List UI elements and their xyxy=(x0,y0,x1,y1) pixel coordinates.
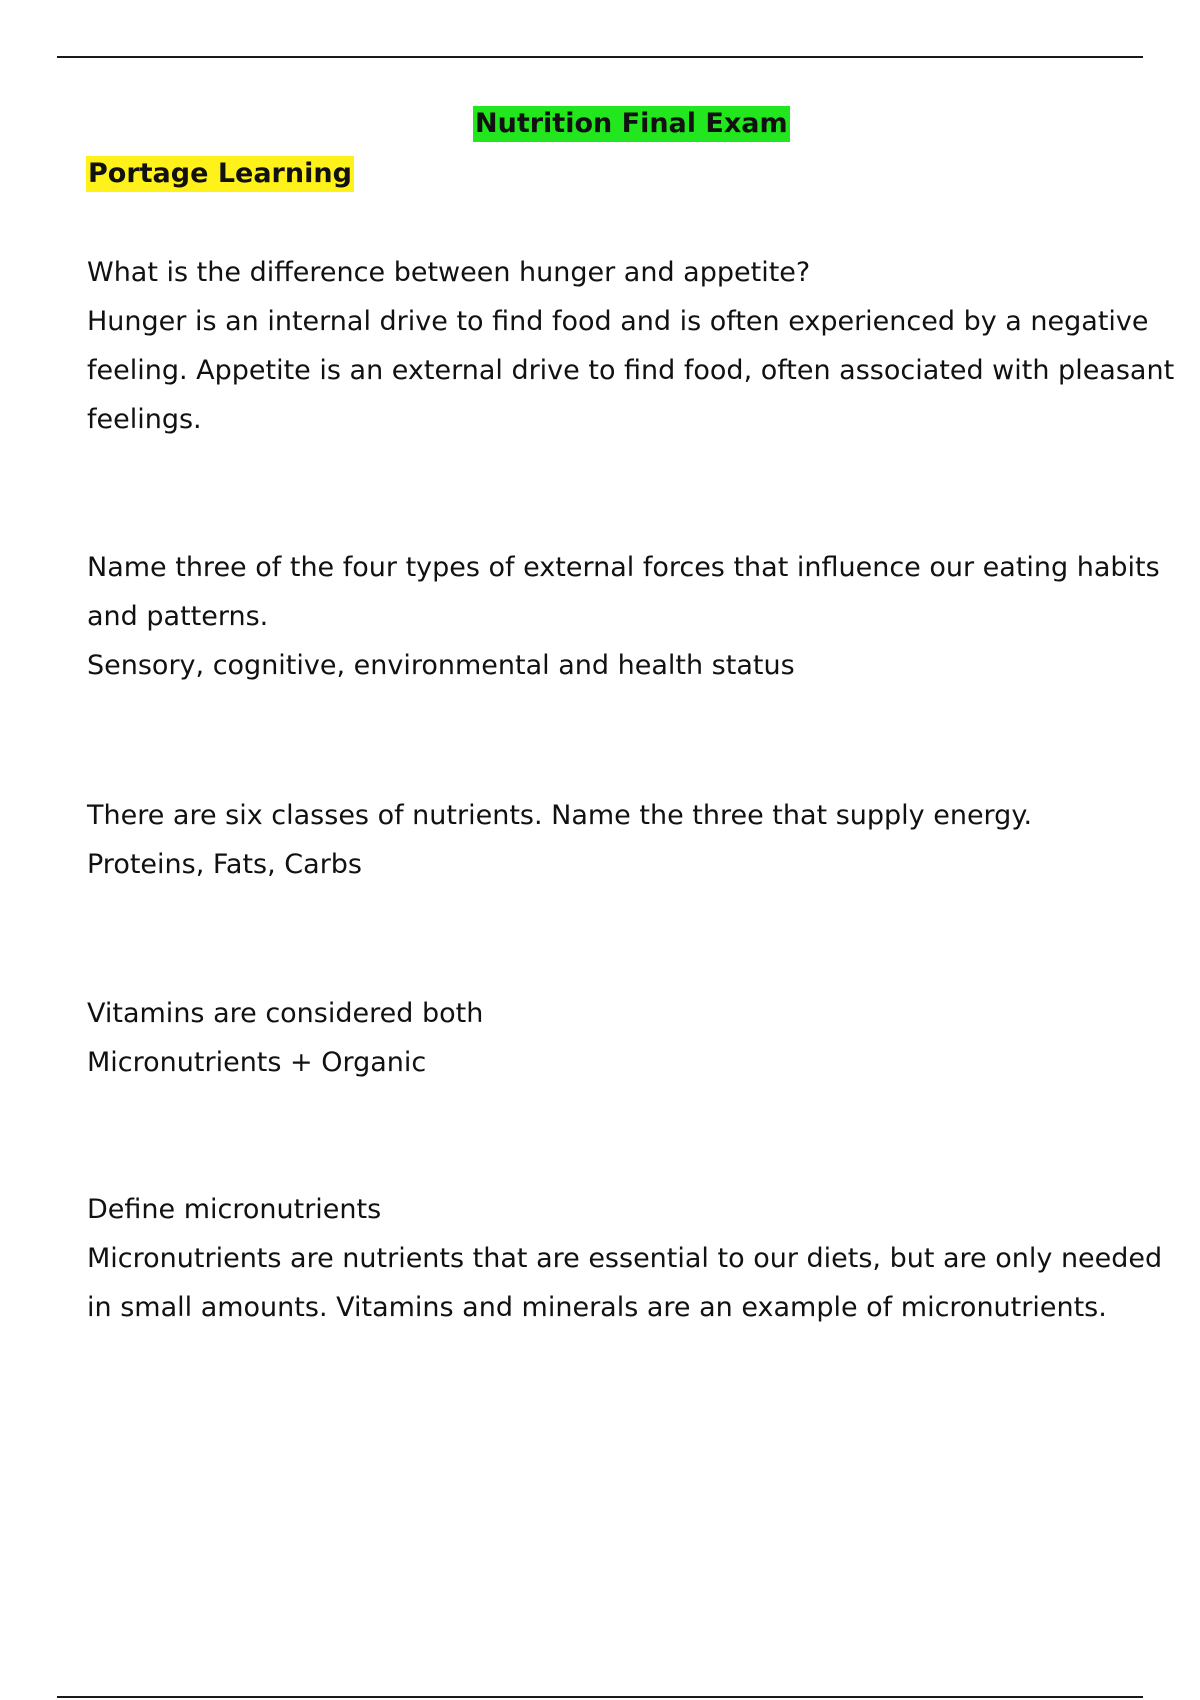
question-text: Name three of the four types of external forces that influence our eating habits and patterns. xyxy=(87,552,1160,632)
answer-text: Sensory, cognitive, environmental and health status xyxy=(87,650,795,681)
document-subtitle: Portage Learning xyxy=(86,156,354,192)
document-title: Nutrition Final Exam xyxy=(473,106,790,142)
qa-item xyxy=(87,989,1177,1087)
qa-item xyxy=(87,248,1177,444)
answer-text: Micronutrients are nutrients that are essential to our diets, but are only needed in small amounts. Vitamins and minerals are an example of micronutrients. xyxy=(87,1243,1163,1323)
question-text: Define micronutrients xyxy=(87,1194,382,1225)
qa-item xyxy=(87,1185,1177,1332)
qa-item xyxy=(87,543,1177,690)
answer-text: Proteins, Fats, Carbs xyxy=(87,849,362,880)
question-text: What is the difference between hunger and appetite? xyxy=(87,257,811,288)
header-rule xyxy=(57,56,1143,58)
question-text: Vitamins are considered both xyxy=(87,998,484,1029)
answer-text: Hunger is an internal drive to find food and is often experienced by a negative feeling. Appetite is an external drive to find food, often associated with pleasant feelings. xyxy=(87,306,1175,435)
qa-item xyxy=(87,791,1177,889)
footer-rule xyxy=(57,1696,1143,1698)
answer-text: Micronutrients + Organic xyxy=(87,1047,427,1078)
question-text: There are six classes of nutrients. Name the three that supply energy. xyxy=(87,800,1033,831)
